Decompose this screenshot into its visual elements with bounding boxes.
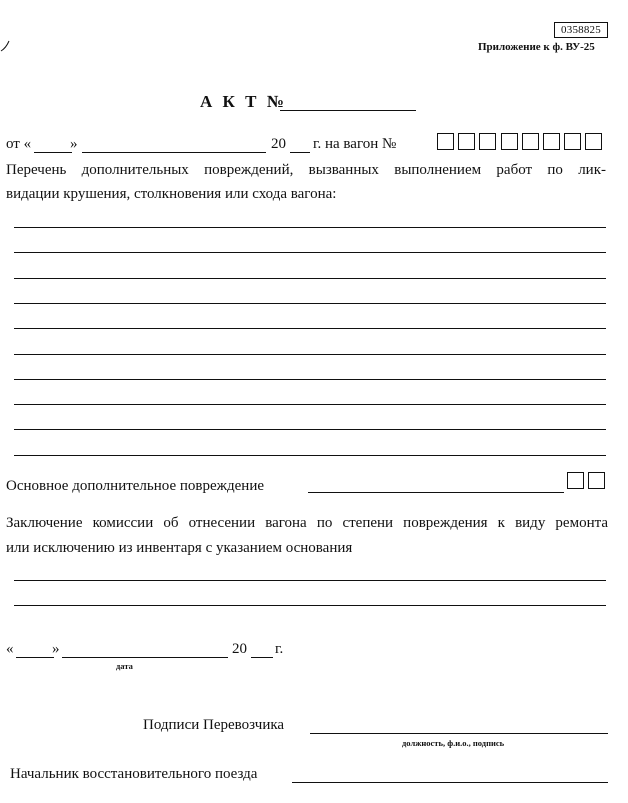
- train-chief-field[interactable]: [292, 782, 608, 783]
- digit-box[interactable]: [479, 133, 496, 150]
- digit-box[interactable]: [501, 133, 518, 150]
- digit-box[interactable]: [588, 472, 605, 489]
- sign-date-month-field[interactable]: [62, 657, 228, 658]
- main-damage-field[interactable]: [308, 492, 564, 493]
- digit-box[interactable]: [458, 133, 475, 150]
- blank-writing-line[interactable]: [14, 580, 606, 581]
- sign-date-year-prefix: 20: [232, 641, 247, 657]
- date-year-prefix: 20: [271, 136, 286, 152]
- commission-text-line1: Заключение комиссии об отнесении вагона по степени повреждения к виду ремонта: [6, 515, 608, 531]
- carrier-signatures-field[interactable]: [310, 733, 608, 734]
- sign-date-year-field[interactable]: [251, 657, 273, 658]
- act-number-field[interactable]: [280, 110, 416, 111]
- wagon-label: г. на вагон №: [313, 136, 397, 152]
- date-year-field[interactable]: [290, 152, 310, 153]
- carrier-signatures-caption: должность, ф.и.о., подпись: [402, 738, 505, 748]
- date-from-label: от «: [6, 136, 32, 152]
- appendix-label: Приложение к ф. ВУ-25: [478, 41, 595, 53]
- commission-text-line2: или исключению из инвентаря с указанием основания: [6, 540, 353, 556]
- date-caption: дата: [116, 661, 133, 671]
- digit-box[interactable]: [585, 133, 602, 150]
- blank-writing-line[interactable]: [14, 227, 606, 228]
- damages-text-line1: Перечень дополнительных повреждений, вызванных выполнением работ по лик-: [6, 162, 606, 178]
- train-chief-label: Начальник восстановительного поезда: [10, 766, 258, 782]
- main-damage-label: Основное дополнительное повреждение: [6, 478, 265, 494]
- digit-box[interactable]: [567, 472, 584, 489]
- corner-mark: [0, 40, 10, 52]
- act-title: А К Т №: [200, 92, 287, 111]
- digit-box[interactable]: [543, 133, 560, 150]
- blank-writing-line[interactable]: [14, 404, 606, 405]
- digit-box[interactable]: [564, 133, 581, 150]
- blank-writing-line[interactable]: [14, 328, 606, 329]
- sign-date-day-field[interactable]: [16, 657, 54, 658]
- blank-writing-line[interactable]: [14, 605, 606, 606]
- blank-writing-line[interactable]: [14, 278, 606, 279]
- blank-writing-line[interactable]: [14, 455, 606, 456]
- blank-writing-line[interactable]: [14, 303, 606, 304]
- date-month-field[interactable]: [82, 152, 266, 153]
- blank-writing-line[interactable]: [14, 354, 606, 355]
- carrier-signatures-label: Подписи Перевозчика: [143, 717, 285, 733]
- digit-box[interactable]: [522, 133, 539, 150]
- sign-date-open: «: [6, 641, 14, 657]
- digit-box[interactable]: [437, 133, 454, 150]
- damages-text-line2: видации крушения, столкновения или схода вагона:: [6, 186, 337, 202]
- date-day-field[interactable]: [34, 152, 72, 153]
- blank-writing-line[interactable]: [14, 379, 606, 380]
- blank-writing-line[interactable]: [14, 252, 606, 253]
- sign-date-year-suffix: г.: [275, 641, 284, 657]
- sign-date-close: »: [52, 641, 60, 657]
- blank-writing-line[interactable]: [14, 429, 606, 430]
- serial-number: 0358825: [554, 22, 608, 38]
- date-quote-close: »: [70, 136, 78, 152]
